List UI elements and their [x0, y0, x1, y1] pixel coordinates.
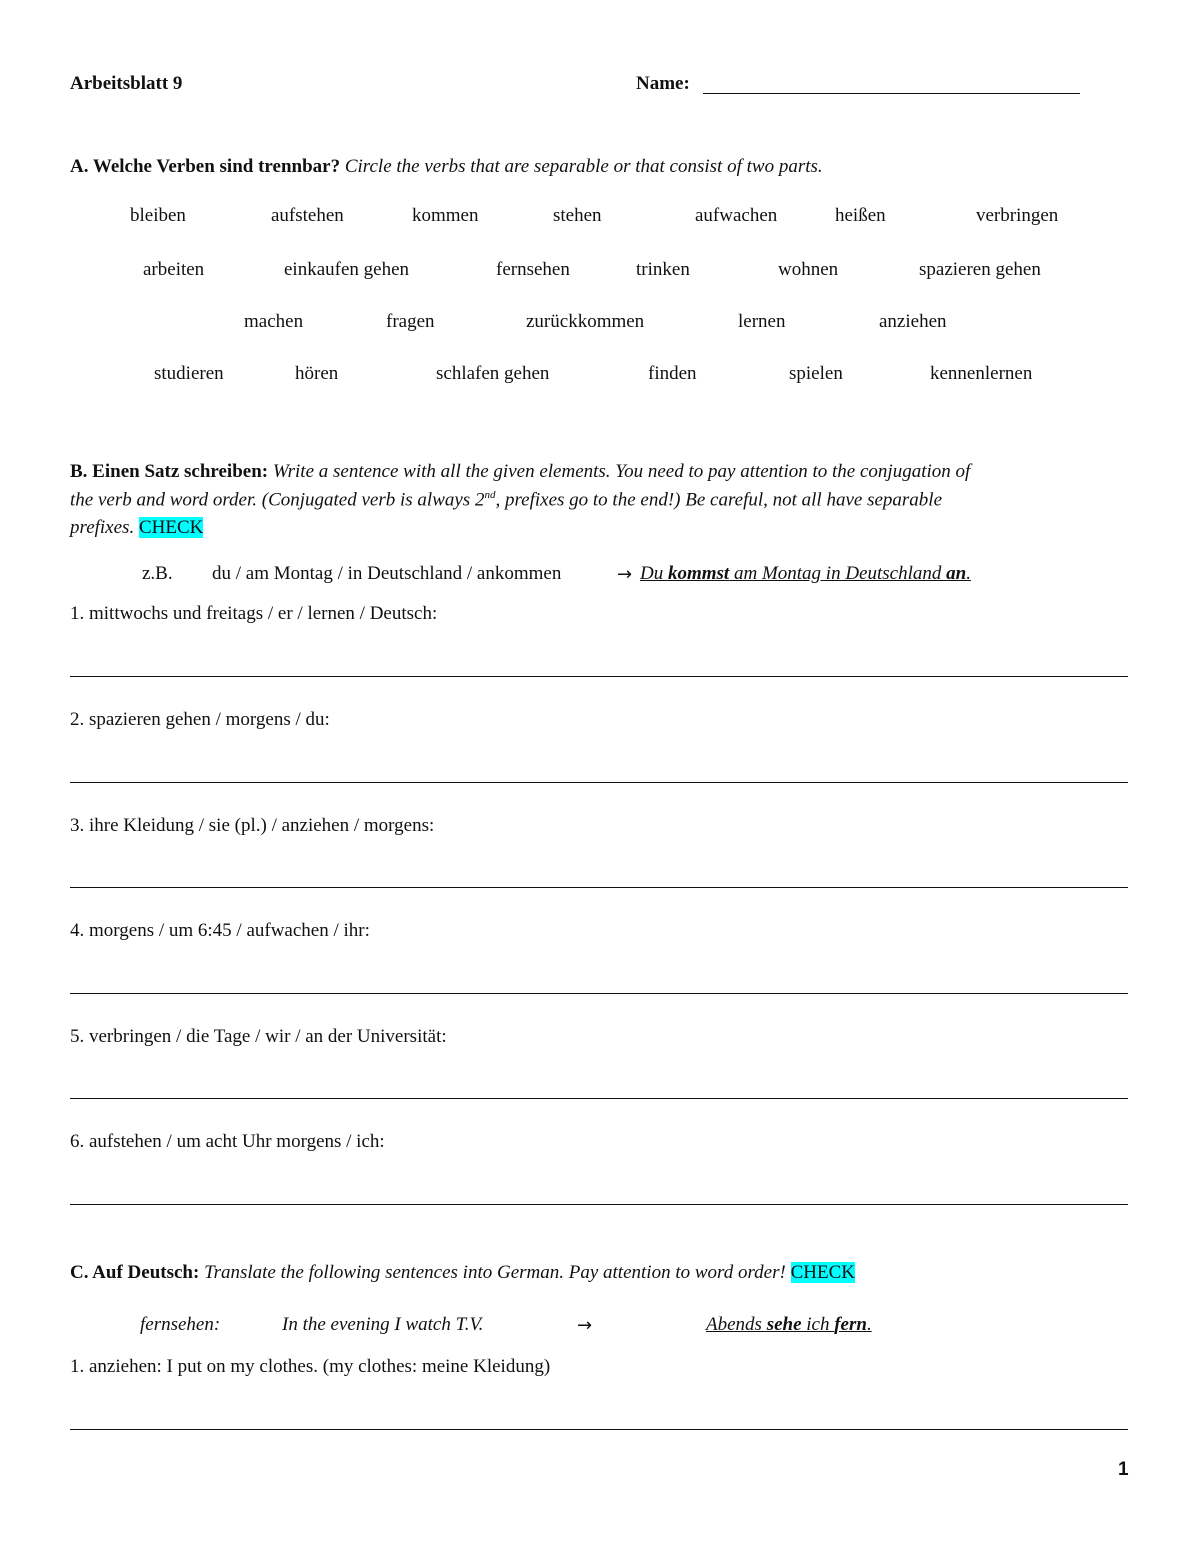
section-a-heading: A. Welche Verben sind trennbar?	[70, 156, 341, 177]
answer-line[interactable]	[70, 1429, 1128, 1430]
superscript: nd	[484, 489, 496, 501]
exercise-b-item-5: 5. verbringen / die Tage / wir / an der Universität:	[70, 1026, 447, 1047]
verb-word[interactable]: verbringen	[976, 205, 1059, 226]
exercise-c-item-1: 1. anziehen: I put on my clothes. (my clothes: meine Kleidung)	[70, 1356, 551, 1377]
verb-word[interactable]: lernen	[738, 311, 786, 332]
arrow-icon: →	[617, 564, 633, 585]
verb-word[interactable]: bleiben	[130, 205, 186, 226]
example-prompt: du / am Montag / in Deutschland / ankommen	[212, 563, 562, 584]
example-label: z.B.	[142, 563, 173, 584]
verb-word[interactable]: trinken	[636, 259, 690, 280]
name-label: Name:	[636, 73, 690, 94]
exercise-b-item-2: 2. spazieren gehen / morgens / du:	[70, 709, 330, 730]
answer-line[interactable]	[70, 993, 1128, 994]
page-number: 1	[1118, 1459, 1129, 1480]
verb-word[interactable]: aufstehen	[271, 205, 344, 226]
name-field-line[interactable]	[703, 93, 1080, 94]
verb-word[interactable]: wohnen	[778, 259, 839, 280]
example-english: In the evening I watch T.V.	[282, 1314, 484, 1335]
verb-word[interactable]: arbeiten	[143, 259, 205, 280]
arrow-icon: →	[577, 1315, 593, 1336]
section-a-header	[70, 156, 823, 178]
verb-word[interactable]: schlafen gehen	[436, 363, 550, 384]
answer-line[interactable]	[70, 782, 1128, 783]
verb-word[interactable]: anziehen	[879, 311, 947, 332]
verb-word[interactable]: finden	[648, 363, 697, 384]
section-b-instruction-line3: prefixes. CHECK	[70, 517, 204, 538]
check-link[interactable]: CHECK	[138, 517, 204, 538]
verb-word[interactable]: studieren	[154, 363, 224, 384]
exercise-b-item-6: 6. aufstehen / um acht Uhr morgens / ich:	[70, 1131, 385, 1152]
verb-word[interactable]: zurückkommen	[526, 311, 645, 332]
section-b-heading: B. Einen Satz schreiben:	[70, 461, 269, 482]
section-a-instruction: Circle the verbs that are separable or that consist of two parts.	[344, 156, 823, 177]
answer-line[interactable]	[70, 1098, 1128, 1099]
verb-word[interactable]: fernsehen	[496, 259, 570, 280]
answer-line[interactable]	[70, 676, 1128, 677]
verb-word[interactable]: heißen	[835, 205, 886, 226]
section-b-header	[70, 461, 970, 483]
check-link[interactable]: CHECK	[790, 1262, 855, 1283]
verb-word[interactable]: aufwachen	[695, 205, 778, 226]
verb-word[interactable]: kommen	[412, 205, 479, 226]
answer-line[interactable]	[70, 887, 1128, 888]
verb-word[interactable]: spielen	[789, 363, 843, 384]
answer-line[interactable]	[70, 1204, 1128, 1205]
exercise-b-item-3: 3. ihre Kleidung / sie (pl.) / anziehen / morgens:	[70, 815, 435, 836]
example-verb: fernsehen:	[140, 1314, 221, 1335]
section-c-instruction: Translate the following sentences into German. Pay attention to word order!	[204, 1262, 786, 1283]
verb-word[interactable]: stehen	[553, 205, 602, 226]
exercise-b-item-1: 1. mittwochs und freitags / er / lernen / Deutsch:	[70, 603, 438, 624]
worksheet-title: Arbeitsblatt 9	[70, 73, 183, 94]
example-translation: Abends sehe ich fern.	[706, 1314, 872, 1335]
verb-word[interactable]: fragen	[386, 311, 435, 332]
section-b-instruction-line2: the verb and word order. (Conjugated verb is always 2nd, prefixes go to the end!) Be careful, not all have separable	[70, 489, 943, 511]
verb-word[interactable]: einkaufen gehen	[284, 259, 410, 280]
verb-word[interactable]: hören	[295, 363, 339, 384]
example-answer: Du kommst am Montag in Deutschland an.	[640, 563, 971, 584]
verb-word[interactable]: machen	[244, 311, 304, 332]
exercise-b-item-4: 4. morgens / um 6:45 / aufwachen / ihr:	[70, 920, 370, 941]
section-c-header	[70, 1262, 855, 1284]
section-b-instruction-line1: Write a sentence with all the given elements. You need to pay attention to the conjugation of	[272, 461, 971, 482]
verb-word[interactable]: kennenlernen	[930, 363, 1033, 384]
verb-word[interactable]: spazieren gehen	[919, 259, 1041, 280]
section-c-heading: C. Auf Deutsch:	[70, 1262, 200, 1283]
